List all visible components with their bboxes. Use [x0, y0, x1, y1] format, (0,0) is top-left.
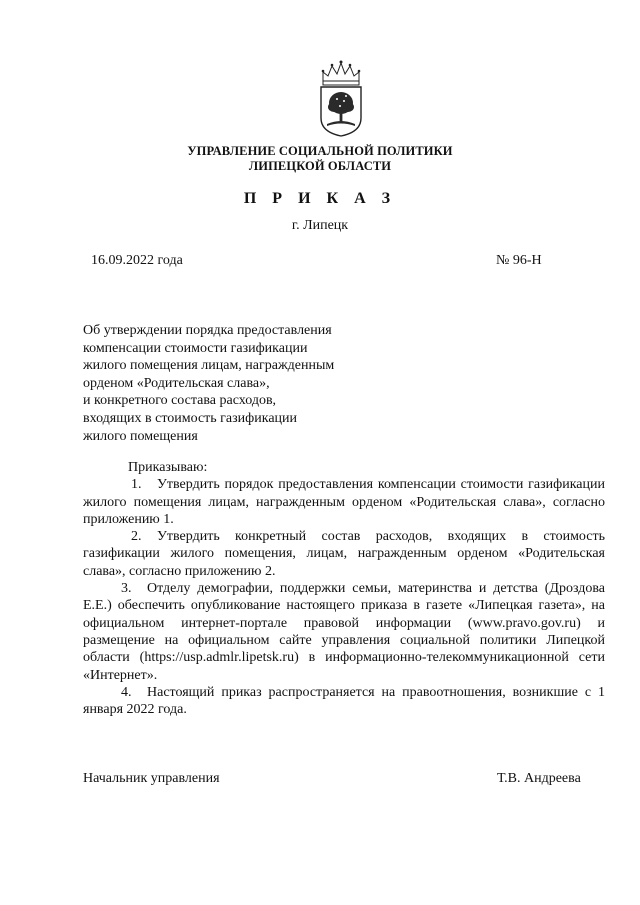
item-number: 1. [131, 477, 142, 493]
order-item [83, 580, 605, 684]
item-text: Настоящий приказ распространяется на правоотношения, возникшие с 1 января 2022 года. [83, 684, 605, 718]
subject-line: жилого помещения лицам, награжденным [83, 358, 335, 374]
org-name-line1: УПРАВЛЕНИЕ СОЦИАЛЬНОЙ ПОЛИТИКИ [187, 144, 453, 158]
order-item [83, 528, 605, 580]
order-item [83, 476, 605, 528]
subject-line: компенсации стоимости газификации [83, 340, 308, 356]
document-title: П Р И К А З [243, 190, 397, 207]
item-number: 3. [121, 581, 132, 597]
order-item [83, 684, 605, 719]
item-number: 4. [121, 684, 132, 700]
document-body [83, 459, 605, 718]
subject-line: и конкретного состава расходов, [83, 393, 277, 409]
order-word: Приказываю: [128, 460, 208, 475]
subject-line: жилого помещения [83, 428, 198, 444]
signer-position: Начальник управления [83, 771, 220, 786]
item-number: 2. [131, 529, 142, 545]
signer-name: Т.В. Андреева [497, 771, 581, 786]
city: г. Липецк [291, 218, 349, 233]
item-text: Утвердить конкретный состав расходов, входящих в стоимость газификации жилого помещения, лицам, награжденным орденом «Родительская слава», согласно приложению 2. [83, 529, 605, 579]
document-number: № 96-Н [496, 253, 542, 268]
document-date: 16.09.2022 года [91, 253, 183, 268]
item-text: Отделу демографии, поддержки семьи, материнства и детства (Дроздова Е.Е.) обеспечить опубликование настоящего приказа в газете «Липецкая газета», на официальном интернет-портале правовой информации (www.pravo.gov.ru) и размещение на официальном сайте управления социальной политики Липецкой области (https://usp.admlr.lipetsk.ru) в информационно-телекоммуникационной сети «Интернет». [83, 581, 605, 683]
document-subject [83, 322, 334, 445]
subject-line: орденом «Родительская слава», [83, 375, 270, 391]
subject-line: Об утверждении порядка предоставления [83, 323, 332, 338]
item-text: Утвердить порядок предоставления компенсации стоимости газификации жилого помещения лицам, награжденным орденом «Родительская слава», согласно приложению 1. [83, 477, 605, 527]
coat-of-arms-emblem [313, 60, 369, 138]
org-name-line2: ЛИПЕЦКОЙ ОБЛАСТИ [248, 159, 392, 173]
subject-line: входящих в стоимость газификации [83, 410, 298, 426]
